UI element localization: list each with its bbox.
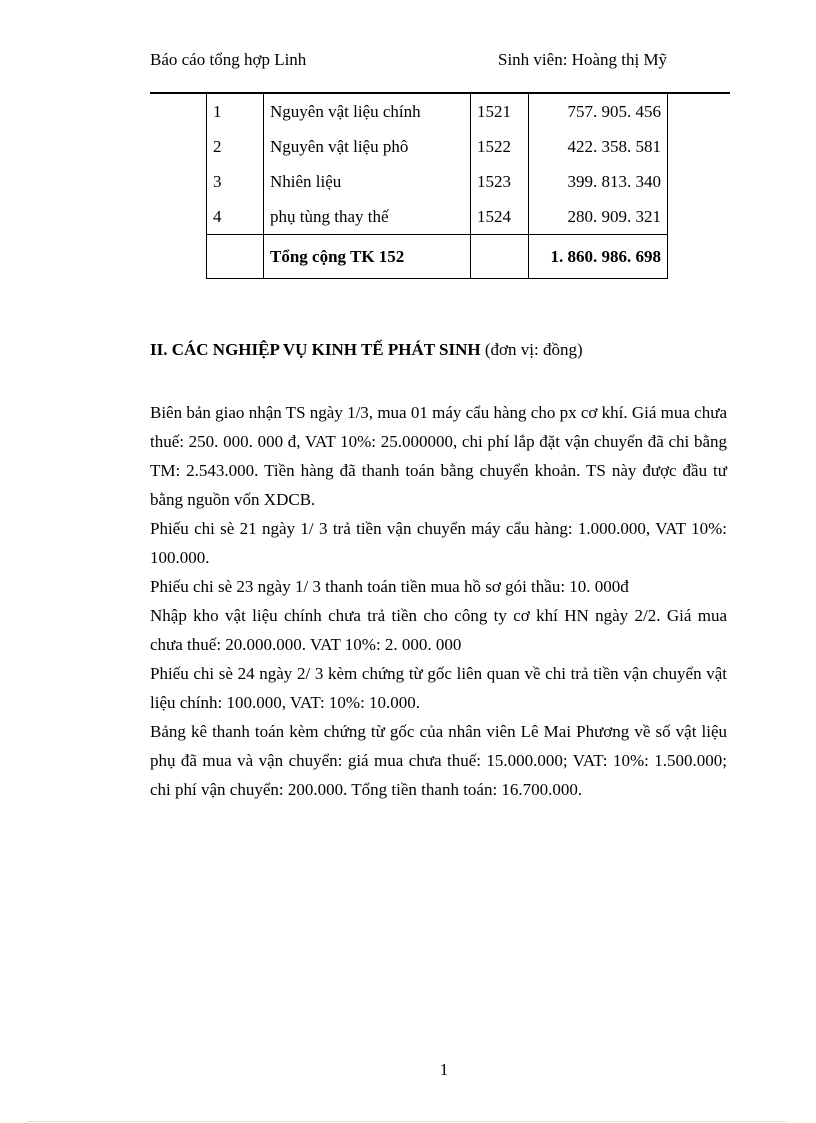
row-code: 1524 (471, 199, 529, 235)
footer-divider (28, 1121, 788, 1122)
paragraph: Phiếu chi sè 24 ngày 2/ 3 kèm chứng từ gốc liên quan về chi trả tiền vận chuyển vật liệu chính: 100.000, VAT: 10%: 10.000. (150, 664, 727, 712)
total-amount: 1. 860. 986. 698 (529, 235, 668, 279)
row-amount: 422. 358. 581 (529, 129, 668, 164)
total-code-empty (471, 235, 529, 279)
paragraph: Biên bản giao nhận TS ngày 1/3, mua 01 máy cẩu hàng cho px cơ khí. Giá mua chưa thuế: 250. 000. 000 đ, VAT 10%: 25.000000, chi phí lắp đặt vận chuyển đã chi bằng TM: 2.543.000. Tiền hàng đã thanh toán bằng chuyển khoản. TS này được đầu tư bằng nguồn vốn XDCB. (150, 403, 727, 509)
row-name: Nhiên liệu (264, 164, 471, 199)
row-code: 1522 (471, 129, 529, 164)
total-label: Tổng cộng TK 152 (264, 235, 471, 279)
row-code: 1521 (471, 94, 529, 129)
total-empty-cell (207, 235, 264, 279)
header-left: Báo cáo tổng hợp Linh (150, 50, 307, 69)
row-number: 3 (207, 164, 264, 199)
header-right: Sinh viên: Hoàng thị Mỹ (498, 50, 668, 69)
row-number: 2 (207, 129, 264, 164)
body-text (150, 398, 727, 804)
table-row (207, 164, 668, 199)
row-amount: 399. 813. 340 (529, 164, 668, 199)
row-number: 4 (207, 199, 264, 235)
row-amount: 280. 909. 321 (529, 199, 668, 235)
row-number: 1 (207, 94, 264, 129)
paragraph: Phiếu chi sè 23 ngày 1/ 3 thanh toán tiền mua hồ sơ gói thầu: 10. 000đ (150, 577, 629, 596)
paragraph: Nhập kho vật liệu chính chưa trả tiền cho công ty cơ khí HN ngày 2/2. Giá mua chưa thuế: 20.000.000. VAT 10%: 2. 000. 000 (150, 606, 727, 654)
row-code: 1523 (471, 164, 529, 199)
table-row (207, 199, 668, 235)
row-name: phụ tùng thay thế (264, 199, 471, 235)
page-header (150, 50, 730, 94)
page-number: 1 (439, 1060, 449, 1079)
table-total-row (207, 235, 668, 279)
section-title: II. CÁC NGHIỆP VỤ KINH TẾ PHÁT SINH (150, 340, 481, 359)
paragraph: Bảng kê thanh toán kèm chứng từ gốc của nhân viên Lê Mai Phương về số vật liệu phụ đã mua và vận chuyển: giá mua chưa thuế: 15.000.000; VAT: 10%: 1.500.000; chi phí vận chuyển: 200.000. Tổng tiền thanh toán: 16.700.000. (150, 722, 727, 799)
section-unit: (đơn vị: đồng) (480, 340, 583, 359)
paragraph: Phiếu chi sè 21 ngày 1/ 3 trả tiền vận chuyển máy cẩu hàng: 1.000.000, VAT 10%: 100.000. (150, 519, 727, 567)
table-row (207, 94, 668, 129)
row-name: Nguyên vật liệu phô (264, 129, 471, 164)
row-amount: 757. 905. 456 (529, 94, 668, 129)
section-heading (150, 340, 583, 360)
row-name: Nguyên vật liệu chính (264, 94, 471, 129)
account-table (206, 94, 668, 279)
table-row (207, 129, 668, 164)
